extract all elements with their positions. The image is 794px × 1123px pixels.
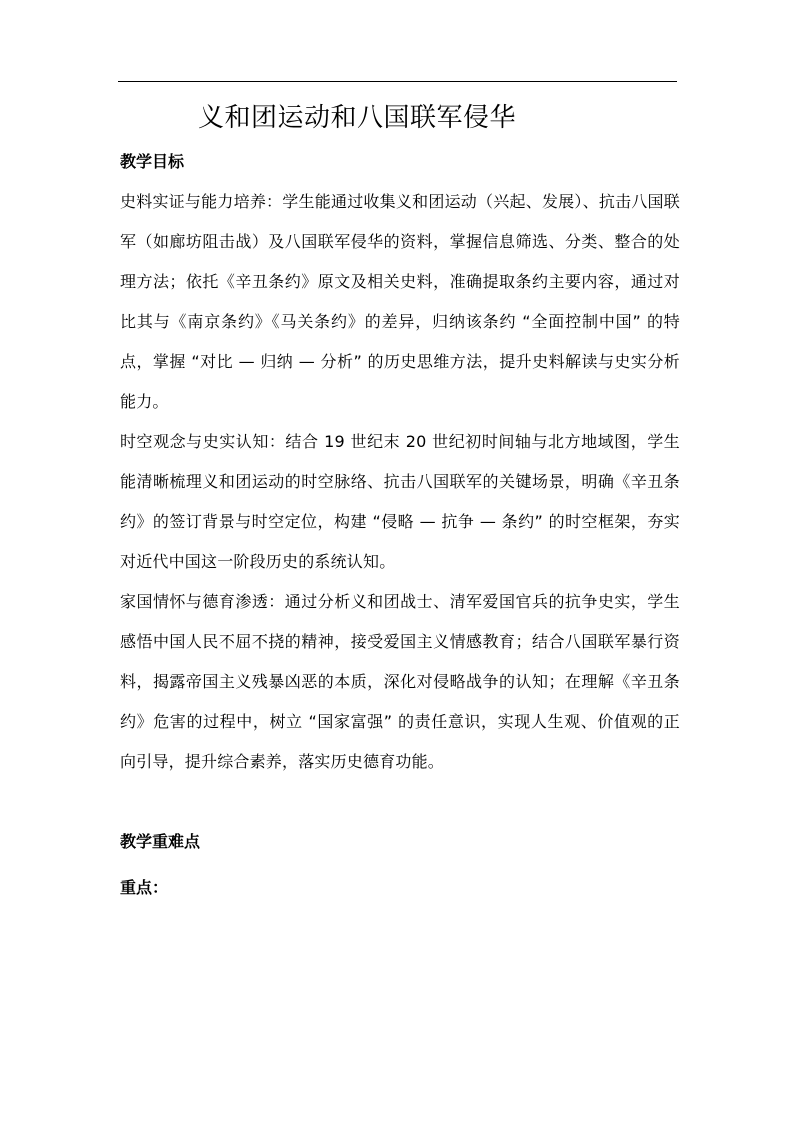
focus-label: 重点： [120,878,169,897]
document-body [120,144,680,908]
page-title: 义和团运动和八国联军侵华 [197,103,516,133]
header-rule [118,81,677,82]
paragraph-time-space: 时空观念与史实认知：结合 19 世纪末 20 世纪初时间轴与北方地域图，学生能清晰梳理义和团运动的时空脉络、抗击八国联军的关键场景，明确《辛丑条约》的签订背景与时空定位，构建 “侵略 — 抗争 — 条约” 的时空框架，夯实对近代中国这一阶段历史的系统认知。 [120,432,680,571]
objectives-heading: 教学目标 [120,152,185,171]
paragraph-patriotism: 家国情怀与德育渗透：通过分析义和团战士、清军爱国官兵的抗争史实，学生感悟中国人民不屈不挠的精神，接受爱国主义情感教育；结合八国联军暴行资料，揭露帝国主义残暴凶恶的本质，深化对侵略战争的认知；在理解《辛丑条约》危害的过程中，树立 “国家富强” 的责任意识，实现人生观、价值观的正向引导，提升综合素养，落实历史德育功能。 [120,592,680,771]
blank-line [120,782,680,822]
key-points-heading: 教学重难点 [120,832,201,851]
paragraph-evidence-skills: 史料实证与能力培养：学生能通过收集义和团运动（兴起、发展）、抗击八国联军（如廊坊阻击战）及八国联军侵华的资料，掌握信息筛选、分类、整合的处理方法；依托《辛丑条约》原文及相关史料，准确提取条约主要内容，通过对比其与《南京条约》《马关条约》的差异，归纳该条约 “全面控制中国” 的特点，掌握 “对比 — 归纳 — 分析” 的历史思维方法，提升史料解读与史实分析能力。 [120,192,680,411]
